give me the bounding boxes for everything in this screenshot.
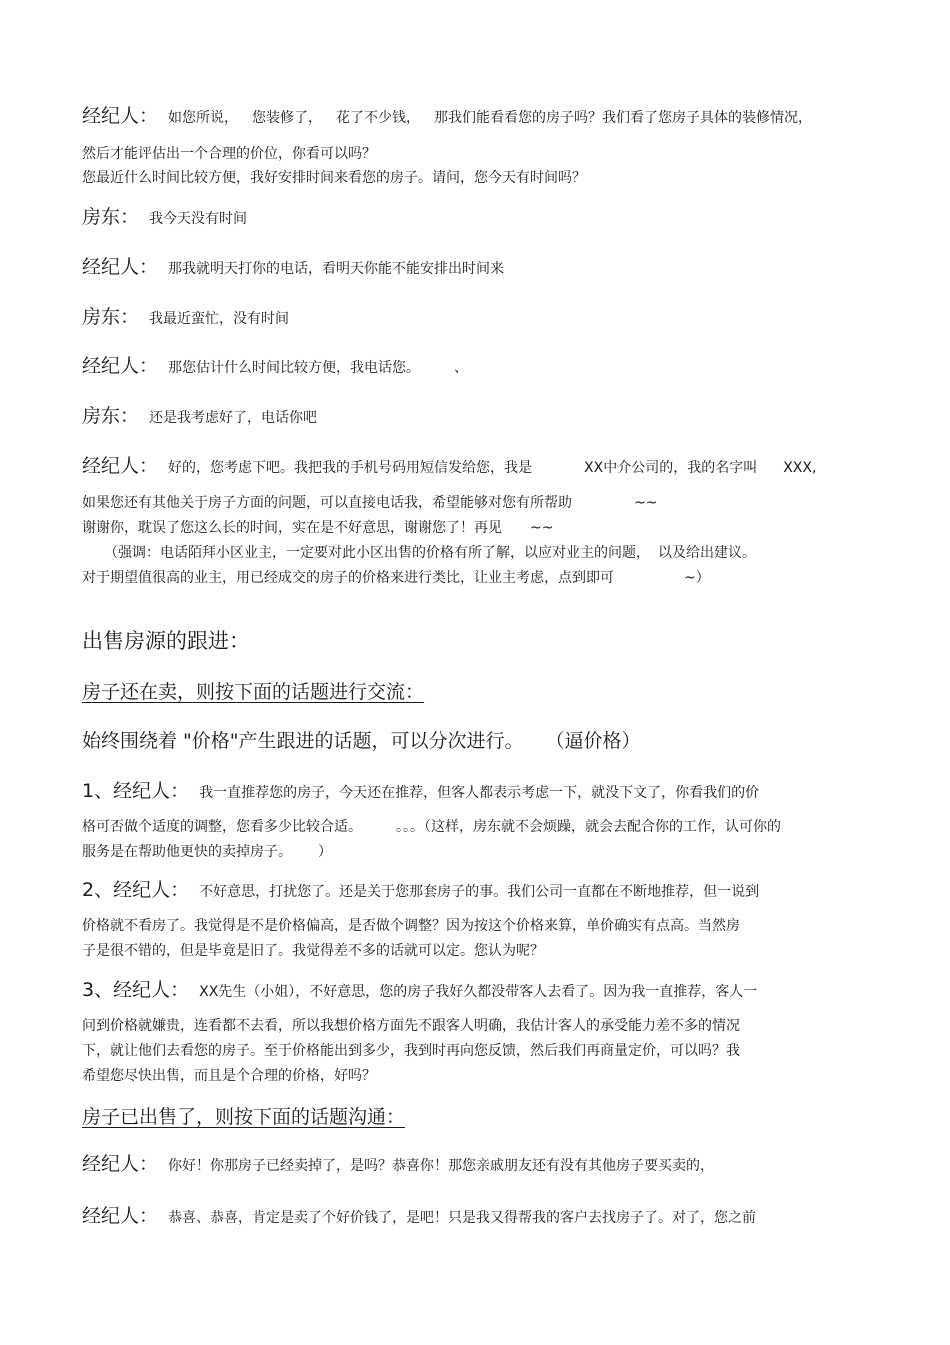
dialog-text: XXX, bbox=[783, 460, 817, 476]
script-item bbox=[82, 781, 759, 803]
dialog-text: 我最近蛮忙，没有时间 bbox=[149, 311, 290, 327]
speaker-agent: 经纪人： bbox=[82, 256, 159, 278]
item-number: 2、 bbox=[82, 879, 114, 901]
script-line bbox=[82, 817, 781, 837]
script-text: 我一直推荐您的房子，今天还在推荐，但客人都表示考虑一下，就没下文了，你看我们的价 bbox=[199, 785, 760, 801]
note-text: （强调：电话陌拜小区业主，一定要对此小区出售的价格有所了解，以应对业主的问题， bbox=[104, 545, 650, 561]
dialog-line bbox=[82, 1154, 714, 1176]
dialog-line: 然后才能评估出一个合理的价位，你看可以吗？ bbox=[82, 146, 376, 162]
dialog-text: 花了不少钱， bbox=[336, 110, 421, 126]
dialog-line bbox=[82, 1206, 756, 1228]
dialog-line bbox=[82, 406, 317, 428]
speaker-agent: 经纪人： bbox=[82, 455, 159, 477]
subsection-title-text: 房子还在卖，则按下面的话题进行交流： bbox=[82, 681, 425, 703]
subsection-note-tag: （逼价格） bbox=[545, 730, 641, 752]
script-line: 问到价格就嫌贵，连看都不去看，所以我想价格方面先不跟客人明确，我估计客人的承受能力差不多的情况 bbox=[82, 1018, 740, 1034]
item-number: 1、 bbox=[82, 780, 114, 802]
script-line: 希望您尽快出售，而且是个合理的价格，好吗？ bbox=[82, 1068, 376, 1084]
speaker-agent: 经纪人： bbox=[82, 1153, 159, 1175]
script-text: XX先生（小姐），不好意思，您的房子我好久都没带客人去看了。因为我一直推荐，客人一 bbox=[199, 984, 758, 1000]
dialog-text: ~~ bbox=[530, 520, 554, 536]
script-text: 。。。（这样，房东就不会烦躁，就会去配合你的工作，认可你的 bbox=[396, 819, 781, 835]
speaker-agent: 经纪人： bbox=[113, 780, 190, 802]
dialog-line bbox=[82, 456, 816, 478]
subsection-title-text: 房子已出售了，则按下面的话题沟通： bbox=[82, 1106, 406, 1128]
dialog-line bbox=[82, 356, 468, 378]
dialog-text: ~~ bbox=[634, 495, 658, 511]
speaker-agent: 经纪人： bbox=[82, 1205, 159, 1227]
dialog-text: 谢谢你，耽误了您这么长的时间，实在是不好意思，谢谢您了！再见 bbox=[82, 520, 502, 536]
section-title: 出售房源的跟进： bbox=[82, 629, 250, 653]
script-item bbox=[82, 980, 757, 1002]
script-line: 价格就不看房了。我觉得是不是价格偏高，是否做个调整？因为按这个价格来算，单价确实有点高。当然房 bbox=[82, 918, 740, 934]
dialog-text: XX中介公司的，我的名字叫 bbox=[584, 460, 758, 476]
script-line: 子是很不错的，但是毕竟是旧了。我觉得差不多的话就可以定。您认为呢？ bbox=[82, 943, 544, 959]
note-line bbox=[104, 543, 756, 563]
speaker-landlord: 房东： bbox=[82, 306, 140, 328]
script-line: 下，就让他们去看您的房子。至于价格能出到多少，我到时再向您反馈，然后我们再商量定价，可以吗？我 bbox=[82, 1043, 740, 1059]
dialog-line: 您最近什么时间比较方便，我好安排时间来看您的房子。请问，您今天有时间吗？ bbox=[82, 170, 586, 186]
dialog-text: 那我就明天打你的电话，看明天你能不能安排出时间来 bbox=[168, 261, 505, 277]
note-line bbox=[82, 568, 710, 588]
dialog-line bbox=[82, 207, 247, 229]
dialog-line bbox=[82, 307, 289, 329]
speaker-agent: 经纪人： bbox=[82, 105, 159, 127]
speaker-agent: 经纪人： bbox=[113, 979, 190, 1001]
dialog-text: 您装修了， bbox=[252, 110, 323, 126]
note-text: 以及给出建议。 bbox=[658, 545, 756, 561]
subsection-title bbox=[82, 1104, 439, 1130]
dialog-text: 还是我考虑好了，电话你吧 bbox=[149, 410, 318, 426]
subsection-note bbox=[82, 728, 641, 754]
subsection-note-text: 始终围绕着 "价格"产生跟进的话题，可以分次进行。 bbox=[82, 730, 524, 752]
script-text: ） bbox=[318, 844, 332, 860]
script-item bbox=[82, 880, 759, 902]
dialog-text: 你好！你那房子已经卖掉了，是吗？恭喜你！那您亲戚朋友还有没有其他房子要买卖的， bbox=[168, 1158, 715, 1174]
note-text: ~） bbox=[684, 570, 710, 586]
dialog-text: 那您估计什么时间比较方便，我电话您。 bbox=[168, 360, 421, 376]
subsection-title bbox=[82, 679, 458, 705]
speaker-agent: 经纪人： bbox=[113, 879, 190, 901]
script-text: 服务是在帮助他更快的卖掉房子。 bbox=[82, 844, 292, 860]
dialog-text: 如果您还有其他关于房子方面的问题，可以直接电话我，希望能够对您有所帮助 bbox=[82, 495, 572, 511]
dialog-line bbox=[82, 493, 657, 513]
item-number: 3、 bbox=[82, 979, 114, 1001]
dialog-text: 我今天没有时间 bbox=[149, 211, 248, 227]
dialog-line bbox=[82, 518, 553, 538]
speaker-landlord: 房东： bbox=[82, 405, 140, 427]
script-text: 不好意思，打扰您了。还是关于您那套房子的事。我们公司一直都在不断地推荐，但一说到 bbox=[199, 884, 760, 900]
dialog-line bbox=[82, 106, 812, 128]
script-text: 格可否做个适度的调整，您看多少比较合适。 bbox=[82, 819, 362, 835]
dialog-text: 那我们能看看您的房子吗？我们看了您房子具体的装修情况， bbox=[434, 110, 813, 126]
speaker-agent: 经纪人： bbox=[82, 355, 159, 377]
speaker-landlord: 房东： bbox=[82, 206, 140, 228]
dialog-line bbox=[82, 257, 504, 279]
dialog-text: 如您所说， bbox=[168, 110, 239, 126]
script-line bbox=[82, 842, 332, 862]
dialog-text-tail: 、 bbox=[454, 360, 469, 376]
dialog-text: 好的，您考虑下吧。我把我的手机号码用短信发给您，我是 bbox=[168, 460, 533, 476]
dialog-text: 恭喜、恭喜，肯定是卖了个好价钱了，是吧！只是我又得帮我的客户去找房子了。对了，您之前 bbox=[168, 1210, 757, 1226]
note-text: 对于期望值很高的业主，用已经成交的房子的价格来进行类比，让业主考虑，点到即可 bbox=[82, 570, 614, 586]
